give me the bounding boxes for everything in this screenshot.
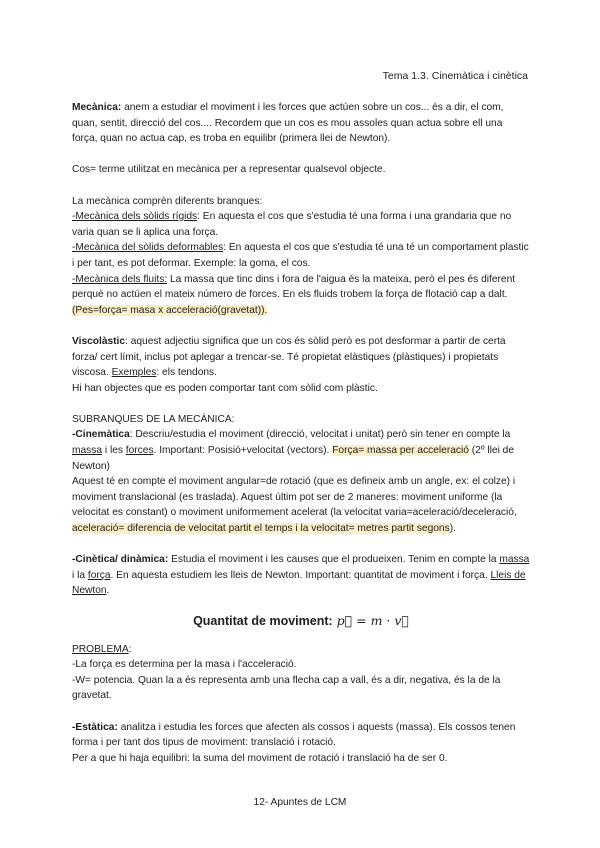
mecanica-term: Mecànica: (72, 102, 122, 113)
viscolastic-note: Hi han objectes que es poden comportar tant com sòlid com plàstic. (72, 382, 378, 394)
page-footer: 12- Apuntes de LCM (253, 797, 347, 808)
cinetica-paragraph: -Cinètica/ dinàmica: Estudia el moviment i les causes que el produeixen. Tenim en compte la massa i la força. En aquesta estudiem les lleis de Newton. Important: quantitat de moviment i força. Lleis de Newton. (72, 554, 530, 597)
problema-line-1: -La força es determina per la masa i l'acceleració. (72, 659, 297, 671)
viscolastic-paragraph: Viscolàstic: aquest adjectiu significa que un cos és sòlid però es pot desformar a partir de certa forza/ cert límit, inclus pot aplegar a trencar-se. Té propietat elàstiques (plàstiques) i propietats viscosa. Exemples: els tendons. (72, 335, 506, 379)
cinematica-movement-paragraph: Aquest té en compte el moviment angular=de rotació (que es defineix amb un angle, ex: el colze) i moviment translacional (es traslada). Aquest últim pot ser de 2 maneres: moviment uniforme (la velocitat es constant) o moviment uniformement acelerat (la velocitat varia=aceleració/deceleració, aceleració= diferencia de velocitat partit el temps i la velocitat= metres partit segons). (72, 476, 517, 535)
mecanica-paragraph: Mecànica: anem a estudiar el moviment i les forces que actúen sobre un cos... és a dir, el com, quan, sentit, direcció del cos.... Recordem que un cos es mou assoles quan actua sobre ell una força, quan no actua cap, es troba en equilibr (primera llei de Newton). (72, 102, 504, 145)
page-header: Tema 1.3. Cinemàtica i cinètica (382, 70, 528, 82)
problema-title: PROBLEMA: (72, 643, 132, 655)
branch-deformable-solids: -Mecànica del sòlids deformables: En aquesta el cos que s'estudia té una té un comportament plastic i per tant, es pot deformar. Exemple: la goma, el cos. (72, 242, 529, 269)
cos-definition: Cos= terme utilitzat en mecànica per a representar qualsevol objecte. (72, 164, 386, 176)
estatica-equilibrium: Per a que hi haja equilibri: la suma del moviment de rotació i translació ha de ser 0. (72, 752, 448, 764)
branch-rigid-solids: -Mecànica dels sòlids rígids: En aquesta el cos que s'estudia té una forma i una grandaria que no varia quan se li aplica una força. (72, 211, 512, 238)
newton-law-highlight: Força= massa per acceleració (332, 445, 469, 457)
subbranques-title: SUBRANQUES DE LA MECÀNICA: (72, 413, 235, 425)
cinematica-paragraph: -Cinemàtica: Descriu/estudia el moviment (direcció, velocitat i unitat) però sin tener en compte la massa i les forces. Important: Posisió+velocitat (vectors). Força= massa per acceleració (2º llei de Newton) (72, 429, 514, 472)
branch-fluids: -Mecànica dels fluits: La massa que tinc dins i fora de l'aigua és la mateixa, però el pes és diferent perquè no actúen el mateix número de forces. En els fluids trobem la força de flotació cap a dalt. (Pes=força= masa x acceleració(gravetat)). (72, 273, 516, 316)
momentum-formula: Quantitat de moviment: p⃗ = m · v⃗ (193, 613, 409, 628)
page-content (72, 100, 530, 766)
estatica-paragraph: -Estàtica: analitza i estudia les forces que afecten als cossos i aquests (massa). Els cossos tenen forma i per tant dos tipus de moviment: translació i rotació. (72, 721, 516, 749)
branques-intro: La mecànica comprèn diferents branques: (72, 195, 263, 207)
problema-line-2: -W= potencia. Quan la a és representa amb una flecha cap a vall, és a dir, negativa, és la de la gravetat. (72, 674, 501, 702)
acceleration-highlight: aceleració= diferencia de velocitat partit el temps i la velocitat= metres partit segons (72, 523, 450, 535)
viscolastic-term: Viscolàstic (72, 335, 126, 347)
weight-formula-highlight: (Pes=força= masa x acceleració(gravetat)). (72, 304, 268, 316)
